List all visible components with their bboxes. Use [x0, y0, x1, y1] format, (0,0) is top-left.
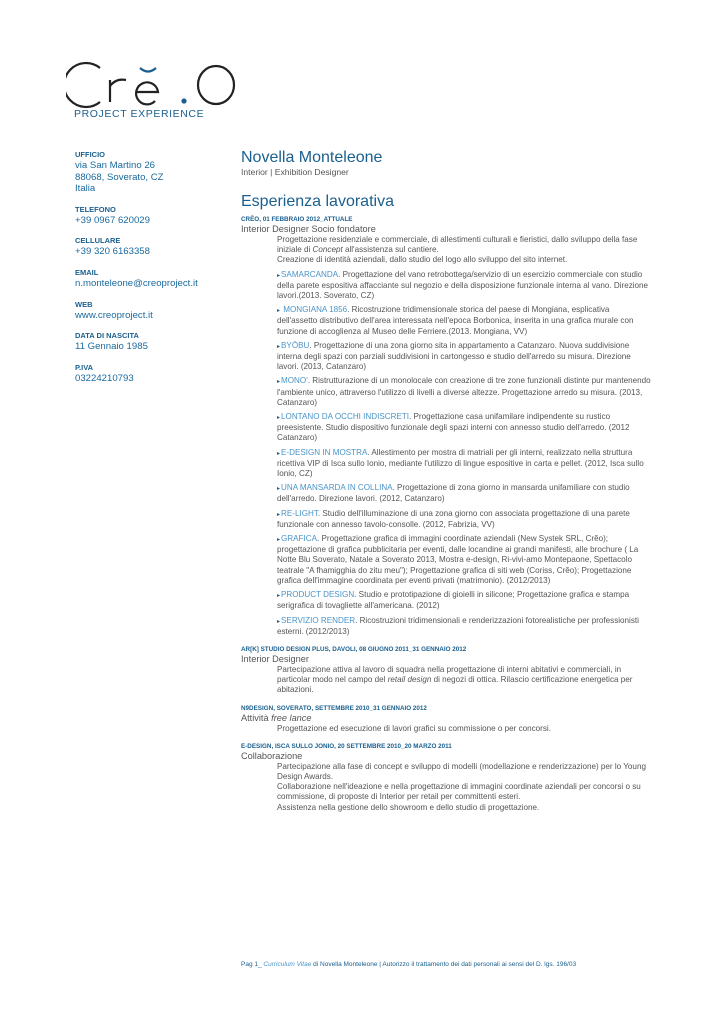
- project-item: [277, 616, 651, 637]
- job-description: Progettazione ed esecuzione di lavori grafici su commissione o per concorsi.: [277, 723, 551, 733]
- arrow-icon: ▸: [277, 618, 281, 625]
- project-name: GRAFICA: [281, 534, 317, 544]
- job-description: [277, 665, 651, 696]
- project-text: . Allestimento per mostra di matriali per gli interni, realizzato nella struttura ricettiva VIP di Isca sullo Ionio, mediante l'utilizzo di lingue espositive in carta e pellet. (2012, Isca sullo Ionio, CZ): [277, 447, 644, 479]
- title-text: Attività: [241, 712, 269, 723]
- job-block: [241, 705, 651, 734]
- job-description: Assistenza nella gestione dello showroom e dello studio di progettazione.: [277, 802, 540, 812]
- web-link[interactable]: www.creoproject.it: [75, 309, 153, 321]
- desc-text: Partecipazione attiva al lavoro di squadra nella progettazione di interni abitativi e commerciali, in particolar modo nel campo del: [277, 664, 622, 685]
- section-title: Esperienza lavorativa: [241, 193, 394, 210]
- office-address-street: via San Martino 26: [75, 160, 155, 171]
- job-description: [277, 235, 651, 255]
- arrow-icon: ▸: [277, 537, 281, 544]
- person-role: Interior | Exhibition Designer: [241, 167, 349, 177]
- birthdate-label: DATA DI NASCITA: [75, 331, 139, 341]
- project-text: . Studio dell'illuminazione di una zona giorno con associata progettazione di una parete funzionale con annesso tavolo-consolle. (2012, Fabrizia, VV): [277, 508, 630, 529]
- birthdate-value: 11 Gennaio 1985: [75, 341, 148, 353]
- arrow-icon: ▸: [277, 450, 281, 457]
- project-item: [277, 448, 651, 480]
- project-item: [277, 376, 651, 408]
- person-name: Novella Monteleone: [241, 149, 383, 166]
- arrow-icon: ▸: [277, 343, 281, 350]
- project-text: . Progettazione di una zona giorno sita in appartamento a Catanzaro. Nuova suddivisione interna degli spazi con parziali suddivisioni in cartongesso e studio dell'arredo su misura. Direzione lavori. (2013, Catanzaro): [277, 340, 631, 372]
- project-item: [277, 270, 651, 302]
- web-label: WEB: [75, 299, 93, 309]
- arrow-icon: ▸: [277, 486, 281, 493]
- job-block: [241, 743, 651, 813]
- project-name: SERVIZIO RENDER: [281, 615, 356, 625]
- job-header: AR[K] STUDIO DESIGN PLUS, DAVOLI, 08 GIUGNO 2011_31 GENNAIO 2012: [241, 645, 467, 653]
- project-item: [277, 412, 651, 444]
- project-name: LONTANO DA OCCHI INDISCRETI: [281, 412, 410, 422]
- phone-label: TELEFONO: [75, 204, 116, 214]
- project-text: . Ricostruzione tridimensionale storica del paese di Mongiana, esplicativa dell'assetto distributivo dell'area interessata nell'epoca Borbonica, inserita in una grafica murale con funzione di accoglienza al Museo delle Ferriere.(2013. Mongiana, VV): [277, 305, 634, 336]
- job-header: E-DESIGN, ISCA SULLO JONIO, 20 SETTEMBRE 2010_20 MARZO 2011: [241, 742, 452, 750]
- project-name: MONGIANA 1856: [281, 305, 348, 315]
- job-title: [241, 713, 651, 724]
- job-description: Partecipazione alla fase di concept e sviluppo di modelli (modellazione e renderizzazione) per lo Young Design Awards.: [277, 761, 646, 781]
- job-title: Collaborazione: [241, 750, 303, 761]
- job-header: CRĔO, 01 FEBBRAIO 2012_ATTUALE: [241, 216, 353, 223]
- logo-subtitle: PROJECT EXPERIENCE: [74, 108, 205, 120]
- desc-emphasis: retail design: [387, 675, 432, 685]
- project-name: SAMARCANDA: [281, 269, 339, 279]
- project-text: . Progettazione di zona giorno in mansarda unifamiliare con studio dell'arredo. Direzione lavori. (2012, Catanzaro): [277, 483, 630, 504]
- project-text: . Progettazione casa unifamilare indipendente su rustico preesistente. Studio dispositivo funzionale degli spazi interni con annesso studio dell'arredo. (2012 Catanzaro): [277, 412, 630, 443]
- project-item: [277, 305, 651, 337]
- creo-logo-mark: [66, 58, 246, 110]
- project-name: BYŎBU: [281, 340, 310, 350]
- project-item: [277, 590, 651, 611]
- page-footer: [241, 960, 661, 969]
- office-label: UFFICIO: [75, 150, 105, 159]
- job-description: Collaborazione nell'ideazione e nella progettazione di immagini coordinate aziendali per concorsi o su commissione, di proposte di Interior per retail per committenti esteri.: [277, 782, 641, 802]
- office-address-country: Italia: [75, 183, 96, 195]
- project-item: [277, 341, 651, 373]
- office-address-city: 88068, Soverato, CZ: [75, 171, 164, 183]
- project-name: E-DESIGN IN MOSTRA: [281, 447, 368, 457]
- email-link[interactable]: n.monteleone@creoproject.it: [75, 277, 198, 289]
- project-text: . Studio e prototipazione di gioielli in silicone; Progettazione grafica e stampa serigrafica di tovagliette all'americana. (2012): [277, 590, 630, 611]
- project-text: . Progettazione grafica di immagini coordinate aziendali (New Systek SRL, Crĕo); progettazione di grafica pubblicitaria per eventi, dalle locandine ai grandi manifesti, alle brochure ( La Notte Blu Soverato, Natale a Soverato 2013, Mostra e-design, Ri-vivi-amo Montepaone, Spettacolo teatrale "A fhamigghia do zitu meu"); Progettazione grafica di siti web (Coriss, Crĕo); Progettazione grafica dell'immagine coordinata per eventi privati (matrimonio). (2012/2013): [277, 534, 639, 585]
- vat-value: 03224210793: [75, 372, 134, 384]
- project-name: PRODUCT DESIGN: [281, 590, 355, 600]
- project-name: MONO': [281, 376, 308, 386]
- arrow-icon: ▸: [277, 308, 281, 315]
- contact-sidebar: [75, 150, 235, 384]
- vat-label: P.IVA: [75, 362, 94, 372]
- arrow-icon: ▸: [277, 511, 281, 518]
- arrow-icon: ▸: [277, 379, 281, 386]
- project-text: . Progettazione del vano retrobottega/servizio di un esercizio commerciale con studio della parete espositiva affacciante sul negozio e della disposizione funzionale interna al vano. Direzione lavori.(2013. Soverato, CZ): [277, 269, 649, 301]
- job-title: Interior Designer Socio fondatore: [241, 224, 376, 234]
- arrow-icon: ▸: [277, 593, 281, 600]
- project-name: UNA MANSARDA IN COLLINA: [281, 483, 393, 493]
- main-content: [241, 148, 651, 813]
- creo-logo: [66, 58, 246, 128]
- job-header: N9DESIGN, SOVERATO, SETTEMBRE 2010_31 GENNAIO 2012: [241, 704, 427, 712]
- job-title: Interior Designer: [241, 653, 309, 664]
- desc-emphasis: Concept: [312, 245, 343, 255]
- footer-page: Pag 1_: [241, 961, 262, 968]
- title-emphasis: free lance: [271, 712, 312, 723]
- project-name: RE-LIGHT: [281, 508, 318, 518]
- project-text: . Ricostruzioni tridimensionali e renderizzazioni fotorealistiche per professionisti esterni. (2012/2013): [277, 615, 639, 636]
- job-block: [241, 646, 651, 696]
- footer-cv: Curriculum Vitae: [263, 961, 312, 968]
- mobile-value: +39 320 6163358: [75, 246, 150, 258]
- phone-value: +39 0967 620029: [75, 214, 150, 226]
- project-item: [277, 509, 651, 530]
- footer-consent: di Novella Monteleone | Autorizzo il trattamento dei dati personali ai sensi del D. lgs. 196/03: [313, 961, 577, 968]
- desc-text: Progettazione residenziale e commerciale, di allestimenti culturali e fieristici, dallo sviluppo della fase iniziale di: [277, 235, 638, 255]
- project-item: [277, 534, 651, 586]
- arrow-icon: ▸: [277, 272, 281, 279]
- project-text: . Ristrutturazione di un monolocale con creazione di tre zone funzionali distinte pur mantenendo l'ambiente unico, attraverso l'utilizzo di livelli a diverse altezze. Progettazione arredo su misura. (2013, Catanzaro): [277, 376, 651, 407]
- arrow-icon: ▸: [277, 415, 281, 422]
- email-label: EMAIL: [75, 267, 99, 277]
- desc-text: di negozi di ottica. Rilascio certificazione energetica per abitazioni.: [277, 675, 633, 695]
- mobile-label: CELLULARE: [75, 236, 121, 246]
- job-description: Creazione di identità aziendali, dallo studio del logo allo sviluppo del sito internet.: [277, 255, 568, 265]
- project-item: [277, 483, 651, 504]
- desc-text: all'assistenza sul cantiere.: [344, 245, 439, 255]
